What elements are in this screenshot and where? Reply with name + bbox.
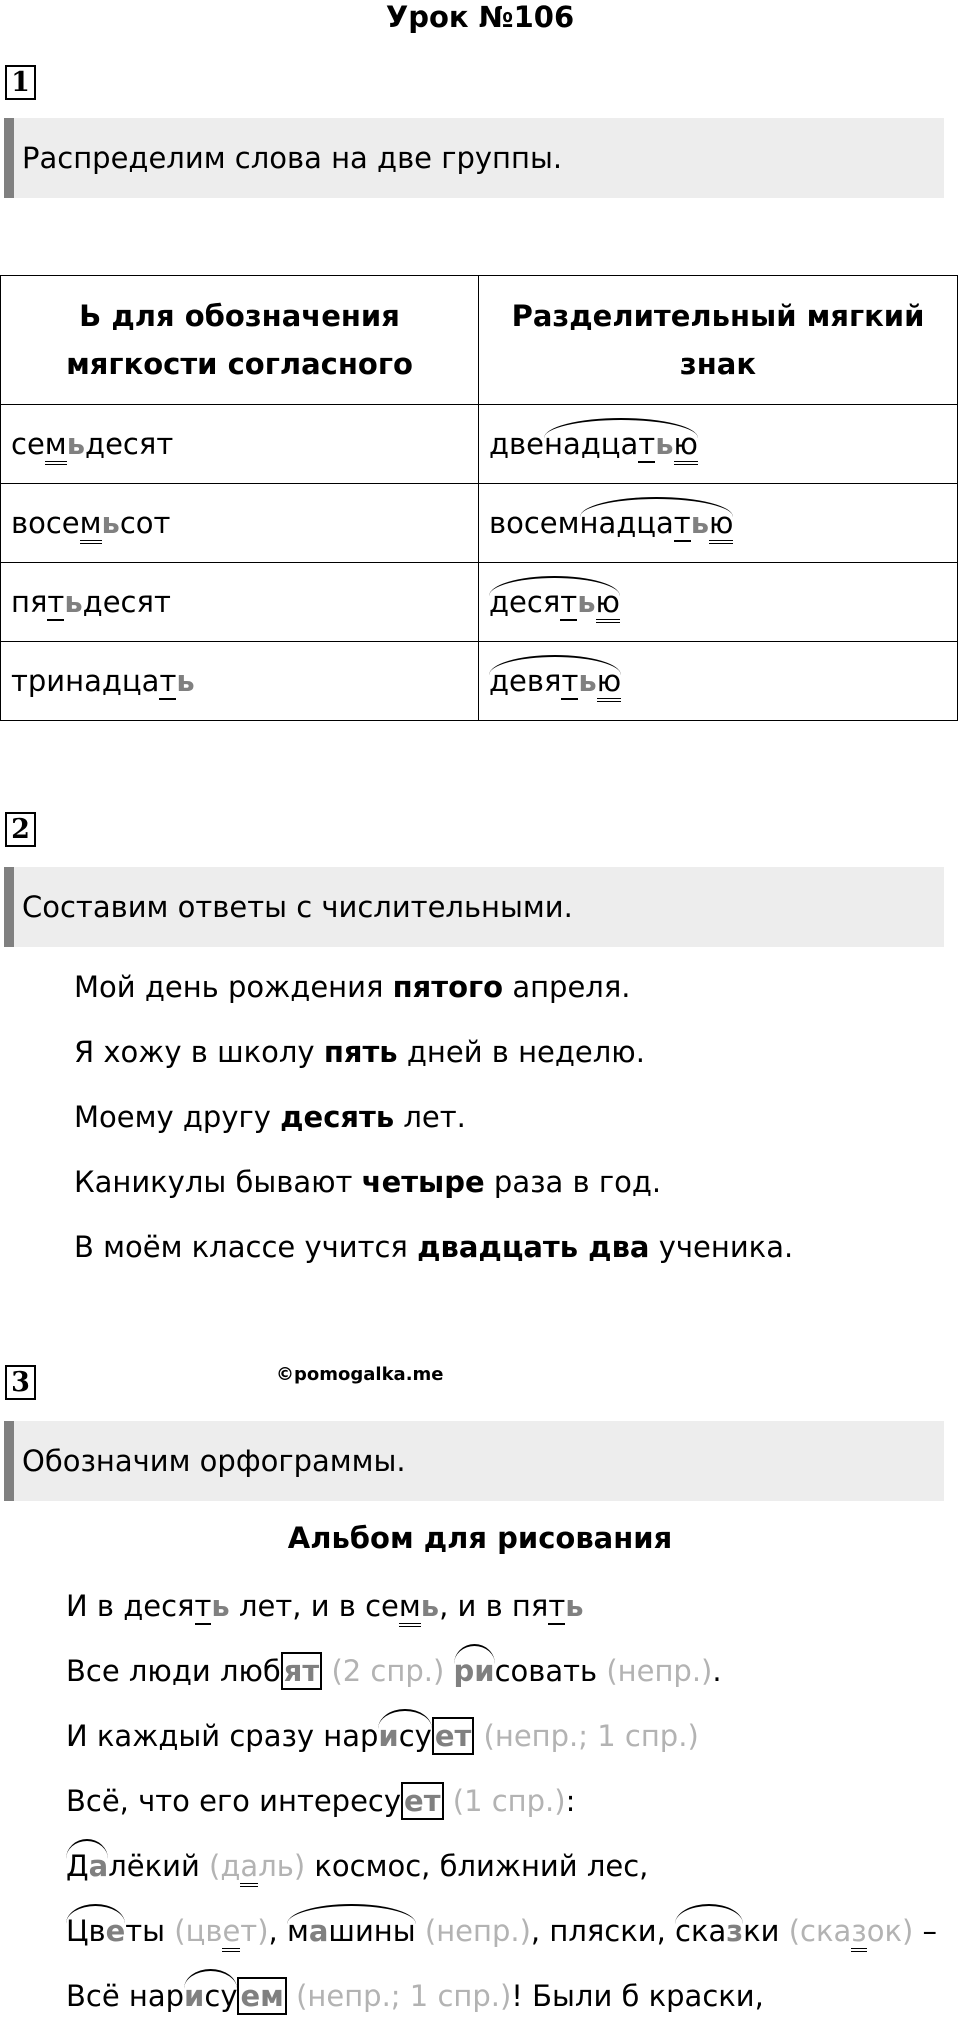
table-row	[1, 642, 958, 721]
task-instruction: Составим ответы с числительными.	[4, 867, 944, 947]
task-number: 3	[5, 1365, 36, 1400]
poem-title: Альбом для рисования	[287, 1521, 673, 1555]
answer-line: Мой день рождения пятого апреля.	[74, 970, 631, 1004]
poem-line: И в десять лет, и в семь, и в пять	[66, 1588, 584, 1624]
table-cell: семьдесят	[1, 405, 479, 484]
task-number: 2	[5, 812, 36, 847]
table-cell: девятью	[479, 642, 958, 721]
words-table	[0, 275, 958, 721]
table-header: Разделительный мягкий знак	[479, 276, 958, 405]
table-cell: восемнадцатью	[479, 484, 958, 563]
task-instruction: Распределим слова на две группы.	[4, 118, 944, 198]
poem-line: И каждый сразу нарису ет (непр.; 1 спр.)	[66, 1719, 699, 1753]
poem-line: Цветы (цвет), машины (непр.), пляски, сказки (сказок) –	[66, 1913, 937, 1949]
watermark: ©pomogalka.me	[276, 1364, 444, 1385]
table-header: Ь для обозначения мягкости согласного	[1, 276, 479, 405]
table-cell: тринадцать	[1, 642, 479, 721]
poem-line: Всё, что его интересу ет (1 спр.):	[66, 1784, 576, 1818]
answer-line: Моему другу десять лет.	[74, 1100, 466, 1134]
poem-line: Всё нарису ем (непр.; 1 спр.)! Были б краски,	[66, 1979, 764, 2013]
table-row	[1, 405, 958, 484]
table-row	[1, 484, 958, 563]
answer-line: Я хожу в школу пять дней в неделю.	[74, 1035, 645, 1069]
table-header-row	[1, 276, 958, 405]
task-number: 1	[5, 65, 36, 100]
poem-line: Далёкий (даль) космос, ближний лес,	[66, 1848, 648, 1884]
answer-line: Каникулы бывают четыре раза в год.	[74, 1165, 662, 1199]
table-cell: двенадцатью	[479, 405, 958, 484]
task-instruction: Обозначим орфограммы.	[4, 1421, 944, 1501]
table-cell: пятьдесят	[1, 563, 479, 642]
table-cell: восемьсот	[1, 484, 479, 563]
poem-line: Все люди люб ят (2 спр.) рисовать (непр.).	[66, 1654, 722, 1688]
table-cell: десятью	[479, 563, 958, 642]
table-row	[1, 563, 958, 642]
answer-line: В моём классе учится двадцать два ученика.	[74, 1230, 794, 1264]
page-title: Урок №106	[385, 0, 575, 34]
